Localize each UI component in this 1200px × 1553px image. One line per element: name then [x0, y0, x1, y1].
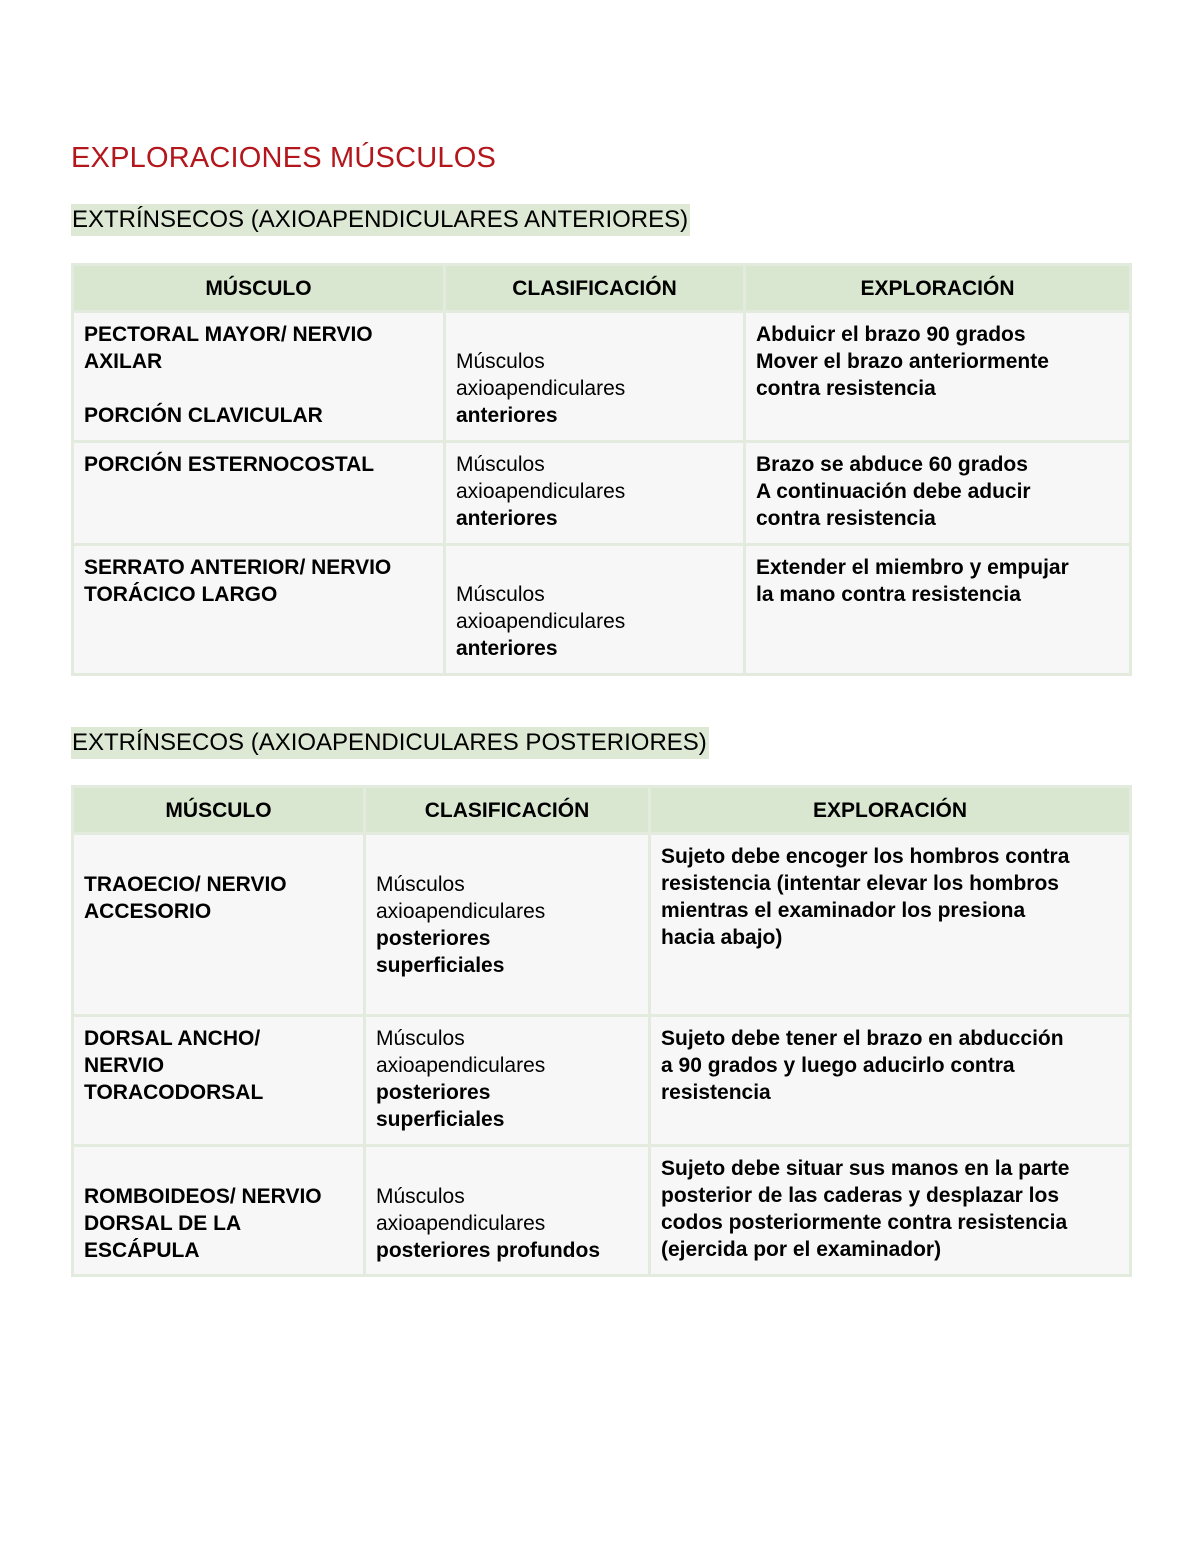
muscle-cell	[73, 312, 445, 442]
exploration-line: posterior de las caderas y desplazar los	[661, 1184, 1060, 1207]
muscle-line: NERVIO	[84, 1054, 165, 1077]
classification-cell	[445, 442, 745, 545]
exploration-line: Extender el miembro y empujar	[756, 556, 1069, 579]
muscle-cell	[73, 1146, 365, 1276]
muscle-line: AXILAR	[84, 350, 163, 373]
classification-line: Músculos	[456, 583, 545, 606]
header-clasificacion: CLASIFICACIÓN	[365, 787, 650, 834]
classification-line: anteriores	[456, 404, 558, 427]
muscle-line: TRAOECIO/ NERVIO	[84, 873, 287, 896]
header-exploracion: EXPLORACIÓN	[650, 787, 1131, 834]
exploration-cell	[745, 312, 1131, 442]
exploration-line: Sujeto debe situar sus manos en la parte	[661, 1157, 1070, 1180]
table-row	[73, 545, 1131, 675]
muscle-line: DORSAL DE LA	[84, 1212, 242, 1235]
section-title-posteriores: EXTRÍNSECOS (AXIOAPENDICULARES POSTERIORES)	[71, 727, 709, 759]
classification-line: axioapendiculares	[456, 480, 626, 503]
header-clasificacion: CLASIFICACIÓN	[445, 265, 745, 312]
muscle-line: SERRATO ANTERIOR/ NERVIO	[84, 556, 392, 579]
table-row	[73, 442, 1131, 545]
classification-cell	[445, 545, 745, 675]
muscle-line: PECTORAL MAYOR/ NERVIO	[84, 323, 373, 346]
classification-cell	[445, 312, 745, 442]
classification-cell	[365, 1016, 650, 1146]
exploration-line: hacia abajo)	[661, 926, 783, 949]
exploration-line: Mover el brazo anteriormente	[756, 350, 1049, 373]
classification-line: axioapendiculares	[376, 1054, 546, 1077]
exploration-cell	[650, 1146, 1131, 1276]
classification-line: superficiales	[376, 1108, 505, 1131]
exploration-line: Sujeto debe tener el brazo en abducción	[661, 1027, 1064, 1050]
muscle-line: TORÁCICO LARGO	[84, 583, 278, 606]
exploration-cell	[745, 442, 1131, 545]
exploration-line: contra resistencia	[756, 507, 936, 530]
classification-line: Músculos	[376, 873, 465, 896]
exploration-line: contra resistencia	[756, 377, 936, 400]
exploration-line: Abduicr el brazo 90 grados	[756, 323, 1026, 346]
classification-line: anteriores	[456, 637, 558, 660]
table-header-row	[73, 787, 1131, 834]
header-exploracion: EXPLORACIÓN	[745, 265, 1131, 312]
exploration-line: la mano contra resistencia	[756, 583, 1021, 606]
table-posteriores	[71, 785, 1132, 1277]
muscle-cell	[73, 834, 365, 1016]
exploration-line: resistencia (intentar elevar los hombros	[661, 872, 1059, 895]
exploration-line: codos posteriormente contra resistencia	[661, 1211, 1068, 1234]
classification-line: anteriores	[456, 507, 558, 530]
exploration-line: a 90 grados y luego aducirlo contra	[661, 1054, 1015, 1077]
exploration-cell	[650, 834, 1131, 1016]
exploration-line: resistencia	[661, 1081, 771, 1104]
classification-line: axioapendiculares	[376, 900, 546, 923]
muscle-line: DORSAL ANCHO/	[84, 1027, 261, 1050]
table-row	[73, 1016, 1131, 1146]
classification-line: Músculos	[376, 1027, 465, 1050]
muscle-line: PORCIÓN ESTERNOCOSTAL	[84, 453, 375, 476]
section-title-anteriores: EXTRÍNSECOS (AXIOAPENDICULARES ANTERIORES)	[71, 204, 690, 236]
table-row	[73, 1146, 1131, 1276]
exploration-cell	[745, 545, 1131, 675]
table-row	[73, 312, 1131, 442]
classification-line: axioapendiculares	[376, 1212, 546, 1235]
classification-line: posteriores profundos	[376, 1239, 601, 1262]
header-musculo: MÚSCULO	[73, 265, 445, 312]
exploration-line: A continuación debe aducir	[756, 480, 1031, 503]
classification-line: posteriores	[376, 1081, 491, 1104]
exploration-line: mientras el examinador los presiona	[661, 899, 1026, 922]
classification-line: axioapendiculares	[456, 377, 626, 400]
exploration-cell	[650, 1016, 1131, 1146]
muscle-line: PORCIÓN CLAVICULAR	[84, 404, 323, 427]
exploration-line: Sujeto debe encoger los hombros contra	[661, 845, 1070, 868]
table-header-row	[73, 265, 1131, 312]
classification-line: Músculos	[456, 350, 545, 373]
muscle-cell	[73, 545, 445, 675]
classification-line: Músculos	[456, 453, 545, 476]
page-title: EXPLORACIONES MÚSCULOS	[71, 142, 496, 174]
muscle-line: TORACODORSAL	[84, 1081, 264, 1104]
classification-line: superficiales	[376, 954, 505, 977]
muscle-line: ACCESORIO	[84, 900, 212, 923]
muscle-line: ROMBOIDEOS/ NERVIO	[84, 1185, 322, 1208]
classification-cell	[365, 1146, 650, 1276]
header-musculo: MÚSCULO	[73, 787, 365, 834]
muscle-cell	[73, 1016, 365, 1146]
muscle-line: ESCÁPULA	[84, 1239, 200, 1262]
muscle-cell	[73, 442, 445, 545]
classification-line: axioapendiculares	[456, 610, 626, 633]
exploration-line: (ejercida por el examinador)	[661, 1238, 942, 1261]
classification-line: Músculos	[376, 1185, 465, 1208]
classification-cell	[365, 834, 650, 1016]
table-anteriores	[71, 263, 1132, 676]
table-row	[73, 834, 1131, 1016]
exploration-line: Brazo se abduce 60 grados	[756, 453, 1028, 476]
classification-line: posteriores	[376, 927, 491, 950]
